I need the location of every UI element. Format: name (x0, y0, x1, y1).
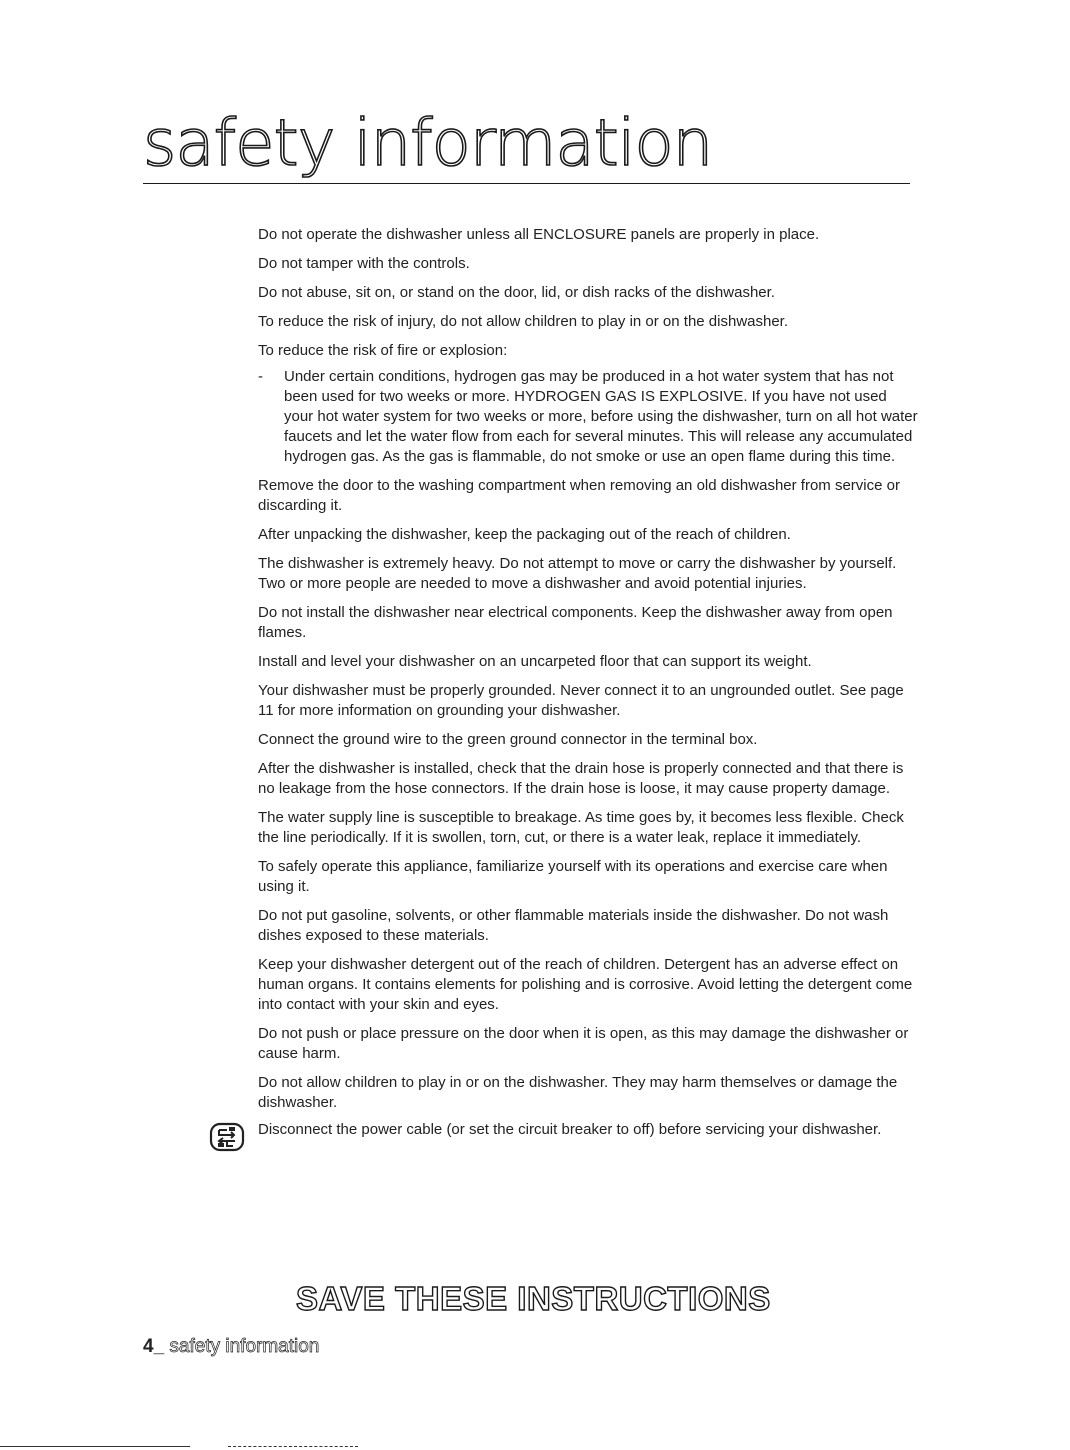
bottom-dashed-rule (228, 1446, 358, 1447)
paragraph: To reduce the risk of injury, do not allow children to play in or on the dishwasher. (258, 313, 789, 330)
paragraph: The dishwasher is extremely heavy. Do not attempt to move or carry the dishwasher by yourself. Two or more people are needed to move a dishwasher and avoid potential injuries. (258, 555, 897, 592)
paragraph: Keep your dishwasher detergent out of the reach of children. Detergent has an adverse effect on human organs. It contains elements for polishing and is corrosive. Avoid letting the detergent come into contact with your skin and eyes. (258, 956, 913, 1013)
paragraph: After the dishwasher is installed, check that the drain hose is properly connected and that there is no leakage from the hose connectors. If the drain hose is loose, it may cause property damage. (258, 760, 904, 797)
unplug-note-text: Disconnect the power cable (or set the circuit breaker to off) before servicing your dishwasher. (258, 1121, 882, 1138)
paragraph: Do not install the dishwasher near electrical components. Keep the dishwasher away from open flames. (258, 604, 893, 641)
footer-section-label: safety information (164, 1336, 320, 1357)
page-footer (143, 1336, 319, 1358)
page-number: 4_ (143, 1336, 165, 1357)
hydrogen-warning-text: Under certain conditions, hydrogen gas may be produced in a hot water system that has not been used for two weeks or more. HYDROGEN GAS IS EXPLOSIVE. If you have not used your hot water system for two weeks or more, before using the dishwasher, turn on all hot water faucets and let the water flow from each for several minutes. This will release any accumulated hydrogen gas. As the gas is flammable, do not smoke or use an open flame during this time. (284, 368, 918, 465)
paragraph: Do not tamper with the controls. (258, 255, 470, 272)
paragraph: After unpacking the dishwasher, keep the packaging out of the reach of children. (258, 526, 791, 543)
bottom-rule (0, 1446, 190, 1447)
paragraph: Do not abuse, sit on, or stand on the door, lid, or dish racks of the dishwasher. (258, 284, 775, 301)
unplug-note (258, 1120, 918, 1140)
paragraph: Do not allow children to play in or on the dishwasher. They may harm themselves or damage the dishwasher. (258, 1074, 898, 1111)
hydrogen-warning-item (258, 367, 918, 467)
save-instructions-heading: SAVE THESE INSTRUCTIONS (296, 1280, 771, 1317)
paragraph: Install and level your dishwasher on an uncarpeted floor that can support its weight. (258, 653, 812, 670)
paragraph: Do not push or place pressure on the door when it is open, as this may damage the dishwasher or cause harm. (258, 1025, 909, 1062)
paragraph: Do not operate the dishwasher unless all ENCLOSURE panels are properly in place. (258, 226, 820, 243)
paragraph: Do not put gasoline, solvents, or other flammable materials inside the dishwasher. Do not wash dishes exposed to these materials. (258, 907, 889, 944)
safety-instructions (258, 225, 918, 1140)
title-underline (143, 183, 910, 184)
paragraph: Remove the door to the washing compartment when removing an old dishwasher from service or discarding it. (258, 477, 900, 514)
paragraph: Connect the ground wire to the green ground connector in the terminal box. (258, 731, 758, 748)
dash-bullet: - (258, 368, 263, 385)
unplug-icon (209, 1122, 245, 1152)
page-title: safety information (143, 107, 713, 181)
paragraph: To safely operate this appliance, familiarize yourself with its operations and exercise care when using it. (258, 858, 888, 895)
paragraph: The water supply line is susceptible to breakage. As time goes by, it becomes less flexible. Check the line periodically. If it is swollen, torn, cut, or there is a water leak, replace it immediately. (258, 809, 904, 846)
paragraph: To reduce the risk of fire or explosion: (258, 342, 508, 359)
paragraph: Your dishwasher must be properly grounded. Never connect it to an ungrounded outlet. See page 11 for more information on grounding your dishwasher. (258, 682, 904, 719)
